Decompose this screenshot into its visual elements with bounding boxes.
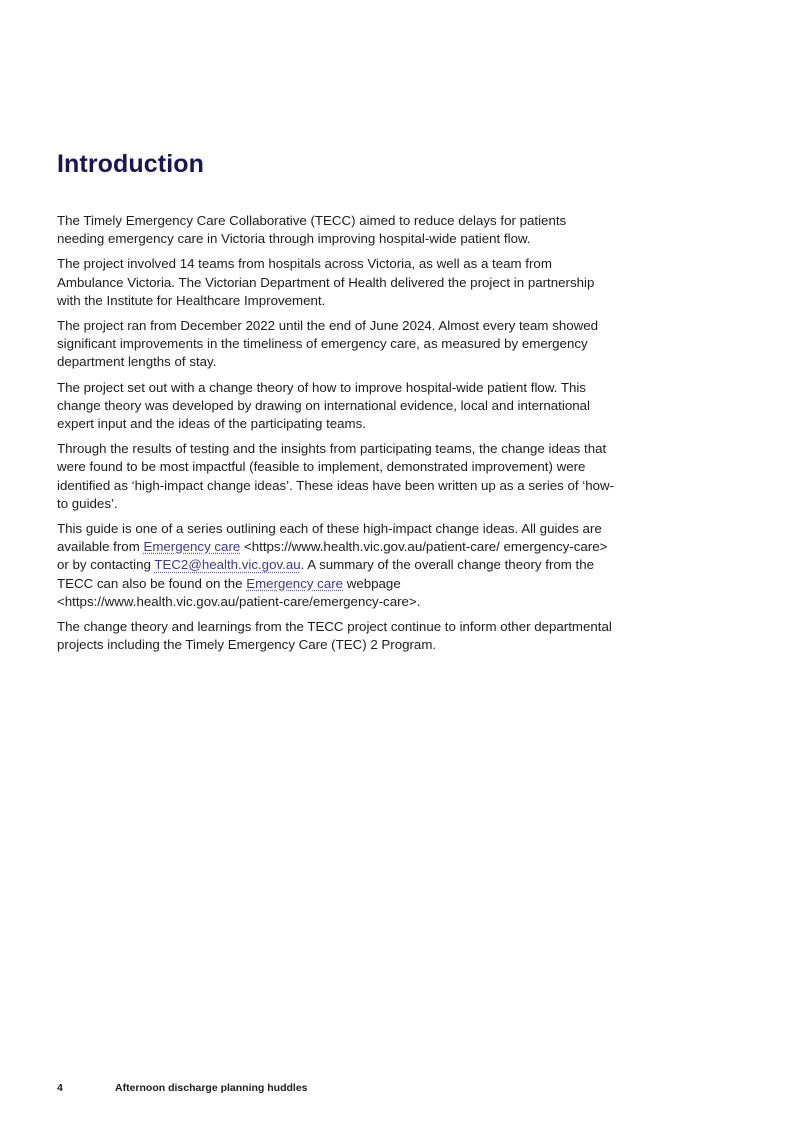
emergency-care-webpage-link[interactable]: Emergency care [246, 575, 344, 591]
guide-series-text-4: webpage <https://www.health.vic.gov.au/patient-care/emergency-care>. [57, 575, 421, 609]
paragraph-high-impact-ideas: Through the results of testing and the insights from participating teams, the change ideas that were found to be most impactful (feasible to implement, demonstrated improvement) were identified as ‘high-impact change ideas’. These ideas have been written up as a series of ‘how-to guides’. [57, 441, 615, 511]
tec2-email-link[interactable]: TEC2@health.vic.gov.au [154, 557, 301, 573]
body-text [57, 212, 617, 661]
paragraph-project-timeline: The project ran from December 2022 until the end of June 2024. Almost every team showed significant improvements in the timeliness of emergency care, as measured by emergency department lengths of stay. [57, 318, 599, 370]
paragraph-tec2-program: The change theory and learnings from the TECC project continue to inform other departmental projects including the Timely Emergency Care (TEC) 2 Program. [57, 619, 612, 653]
paragraph-change-theory: The project set out with a change theory of how to improve hospital-wide patient flow. This change theory was developed by drawing on international evidence, local and international expert input and the ideas of the participating teams. [57, 379, 590, 432]
page-number: 4 [57, 1082, 63, 1094]
paragraph-tecc-aim: The Timely Emergency Care Collaborative (TECC) aimed to reduce delays for patients needing emergency care in Victoria through improving hospital-wide patient flow. [57, 213, 567, 247]
guide-series-text-1: This guide is one of a series outlining each of these high-impact change ideas. All guides are available from [57, 521, 602, 555]
paragraph-guide-series [57, 520, 617, 611]
page-footer [57, 1082, 308, 1094]
page-title: Introduction [57, 150, 205, 178]
document-title: Afternoon discharge planning huddles [115, 1082, 308, 1094]
paragraph-project-teams: The project involved 14 teams from hospitals across Victoria, as well as a team from Ambulance Victoria. The Victorian Department of Health delivered the project in partnership with the Institute for Healthcare Improvement. [57, 256, 595, 308]
guide-series-text-2: <https://www.health.vic.gov.au/patient-care/ emergency-care> or by contacting [57, 539, 608, 573]
emergency-care-link[interactable]: Emergency care [143, 539, 241, 555]
guide-series-text-3: . A summary of the overall change theory from the TECC can also be found on the [57, 557, 595, 591]
